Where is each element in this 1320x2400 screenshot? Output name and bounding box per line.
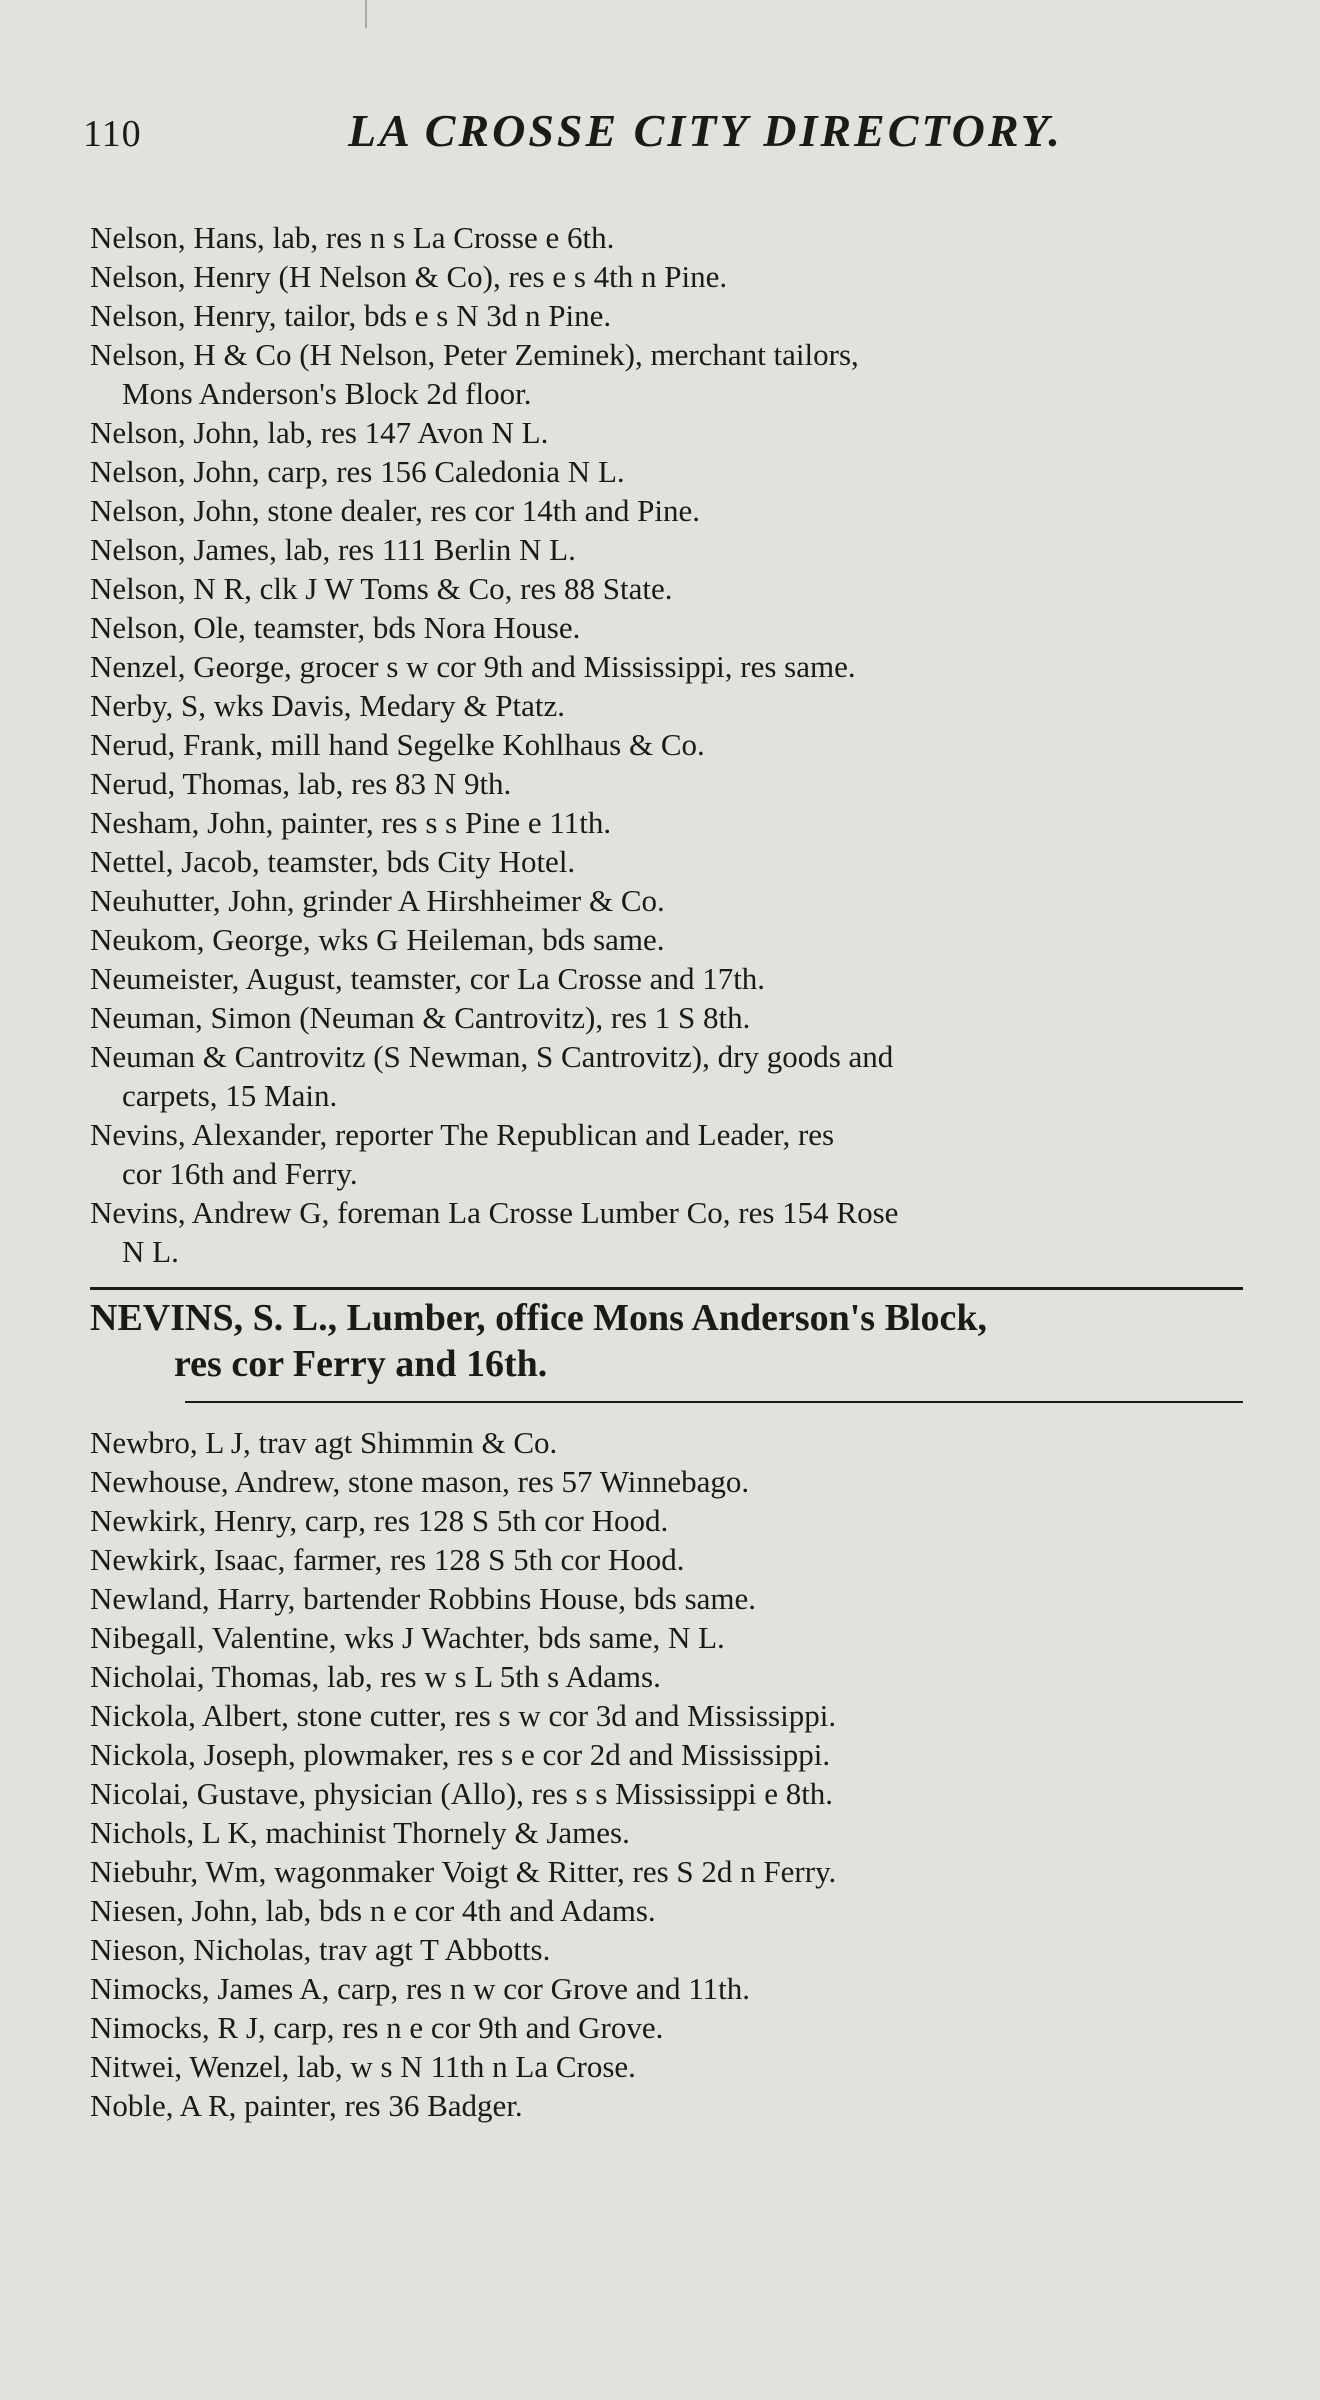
directory-entry [90, 686, 1250, 725]
entry-line: Nelson, Ole, teamster, bds Nora House. [90, 610, 581, 645]
directory-entry [90, 2086, 1250, 2125]
entry-line: Neuman & Cantrovitz (S Newman, S Cantrovitz), dry goods and [90, 1039, 894, 1074]
entry-line: Nesham, John, painter, res s s Pine e 11th. [90, 805, 612, 840]
entry-line: Newbro, L J, trav agt Shimmin & Co. [90, 1425, 558, 1460]
entry-line: Nichols, L K, machinist Thornely & James. [90, 1815, 630, 1850]
entry-line: Nelson, John, carp, res 156 Caledonia N L. [90, 454, 625, 489]
directory-entry [90, 764, 1250, 803]
directory-entry [90, 1115, 1250, 1193]
directory-entry [90, 1969, 1250, 2008]
entry-line: Newhouse, Andrew, stone mason, res 57 Winnebago. [90, 1464, 750, 1499]
advertisement-nevins-lumber [90, 1295, 1250, 1387]
entry-line: Newland, Harry, bartender Robbins House, bds same. [90, 1581, 757, 1616]
running-title: LA CROSSE CITY DIRECTORY. [348, 105, 1063, 156]
page-number: 110 [83, 113, 142, 155]
ad-bottom-rule [185, 1401, 1243, 1403]
entry-line: Nickola, Joseph, plowmaker, res s e cor 2d and Mississippi. [90, 1737, 831, 1772]
directory-entry [90, 1696, 1250, 1735]
entry-line: Neumeister, August, teamster, cor La Crosse and 17th. [90, 961, 766, 996]
entry-line: Niebuhr, Wm, wagonmaker Voigt & Ritter, res S 2d n Ferry. [90, 1854, 837, 1889]
scratch-mark [365, 0, 367, 28]
entry-line: Nelson, Henry (H Nelson & Co), res e s 4th n Pine. [90, 259, 728, 294]
entry-line: Nerud, Thomas, lab, res 83 N 9th. [90, 766, 512, 801]
directory-entry [90, 998, 1250, 1037]
entry-line: Nerud, Frank, mill hand Segelke Kohlhaus & Co. [90, 727, 705, 762]
directory-entry [90, 842, 1250, 881]
entry-line: Nickola, Albert, stone cutter, res s w cor 3d and Mississippi. [90, 1698, 837, 1733]
entry-line: Neuhutter, John, grinder A Hirshheimer & Co. [90, 883, 665, 918]
entry-line: Nettel, Jacob, teamster, bds City Hotel. [90, 844, 576, 879]
directory-entry [90, 725, 1250, 764]
directory-entry [90, 1540, 1250, 1579]
directory-entry [90, 218, 1250, 257]
directory-entry [90, 491, 1250, 530]
directory-entry [90, 2008, 1250, 2047]
directory-entry [90, 530, 1250, 569]
page-header [83, 104, 1243, 164]
directory-entry [90, 608, 1250, 647]
directory-entry [90, 1618, 1250, 1657]
directory-entry [90, 1657, 1250, 1696]
directory-entry [90, 569, 1250, 608]
entry-line: Nevins, Alexander, reporter The Republican and Leader, res [90, 1117, 835, 1152]
entry-line: Nitwei, Wenzel, lab, w s N 11th n La Crose. [90, 2049, 636, 2084]
directory-entry [90, 959, 1250, 998]
entry-line: Nicolai, Gustave, physician (Allo), res s s Mississippi e 8th. [90, 1776, 834, 1811]
entry-line: Nelson, John, lab, res 147 Avon N L. [90, 415, 549, 450]
entry-line: Neukom, George, wks G Heileman, bds same. [90, 922, 665, 957]
directory-entry [90, 1930, 1250, 1969]
ad-line: NEVINS, S. L., Lumber, office Mons Anderson's Block, [90, 1297, 987, 1339]
entry-line: Nelson, John, stone dealer, res cor 14th and Pine. [90, 493, 701, 528]
entry-line: Neuman, Simon (Neuman & Cantrovitz), res 1 S 8th. [90, 1000, 751, 1035]
directory-entry [90, 452, 1250, 491]
ad-continuation-line: res cor Ferry and 16th. [174, 1343, 548, 1385]
directory-entry [90, 881, 1250, 920]
entry-line: Nelson, H & Co (H Nelson, Peter Zeminek), merchant tailors, [90, 337, 859, 372]
entry-line: Niesen, John, lab, bds n e cor 4th and Adams. [90, 1893, 656, 1928]
entry-line: Noble, A R, painter, res 36 Badger. [90, 2088, 523, 2123]
entry-line: Nelson, Hans, lab, res n s La Crosse e 6th. [90, 220, 615, 255]
entry-continuation-line: N L. [122, 1234, 179, 1269]
directory-entry [90, 1774, 1250, 1813]
entry-line: Nibegall, Valentine, wks J Wachter, bds same, N L. [90, 1620, 725, 1655]
entry-line: Nimocks, James A, carp, res n w cor Grove and 11th. [90, 1971, 751, 2006]
directory-entry [90, 257, 1250, 296]
directory-entry [90, 1462, 1250, 1501]
entry-line: Nelson, N R, clk J W Toms & Co, res 88 State. [90, 571, 673, 606]
directory-entry [90, 1735, 1250, 1774]
entry-line: Nelson, Henry, tailor, bds e s N 3d n Pine. [90, 298, 612, 333]
entry-line: Newkirk, Isaac, farmer, res 128 S 5th cor Hood. [90, 1542, 685, 1577]
directory-entry [90, 1891, 1250, 1930]
directory-entry [90, 920, 1250, 959]
directory-entry [90, 2047, 1250, 2086]
directory-entry [90, 647, 1250, 686]
entry-line: Nicholai, Thomas, lab, res w s L 5th s Adams. [90, 1659, 661, 1694]
directory-entry [90, 1579, 1250, 1618]
directory-entry [90, 803, 1250, 842]
entry-line: Nieson, Nicholas, trav agt T Abbotts. [90, 1932, 551, 1967]
directory-entry [90, 296, 1250, 335]
ad-top-rule [90, 1287, 1243, 1290]
entry-line: Nimocks, R J, carp, res n e cor 9th and Grove. [90, 2010, 664, 2045]
entry-continuation-line: cor 16th and Ferry. [122, 1156, 358, 1191]
directory-entry [90, 335, 1250, 413]
entry-line: Nelson, James, lab, res 111 Berlin N L. [90, 532, 576, 567]
directory-entry [90, 1037, 1250, 1115]
directory-entry [90, 1193, 1250, 1271]
directory-entry [90, 1501, 1250, 1540]
entry-continuation-line: Mons Anderson's Block 2d floor. [122, 376, 532, 411]
entry-line: Nevins, Andrew G, foreman La Crosse Lumber Co, res 154 Rose [90, 1195, 899, 1230]
entry-line: Newkirk, Henry, carp, res 128 S 5th cor Hood. [90, 1503, 669, 1538]
directory-entry [90, 1813, 1250, 1852]
entry-line: Nerby, S, wks Davis, Medary & Ptatz. [90, 688, 565, 723]
directory-entry [90, 1852, 1250, 1891]
directory-entry [90, 413, 1250, 452]
directory-entry [90, 1423, 1250, 1462]
entry-continuation-line: carpets, 15 Main. [122, 1078, 338, 1113]
entry-line: Nenzel, George, grocer s w cor 9th and Mississippi, res same. [90, 649, 856, 684]
